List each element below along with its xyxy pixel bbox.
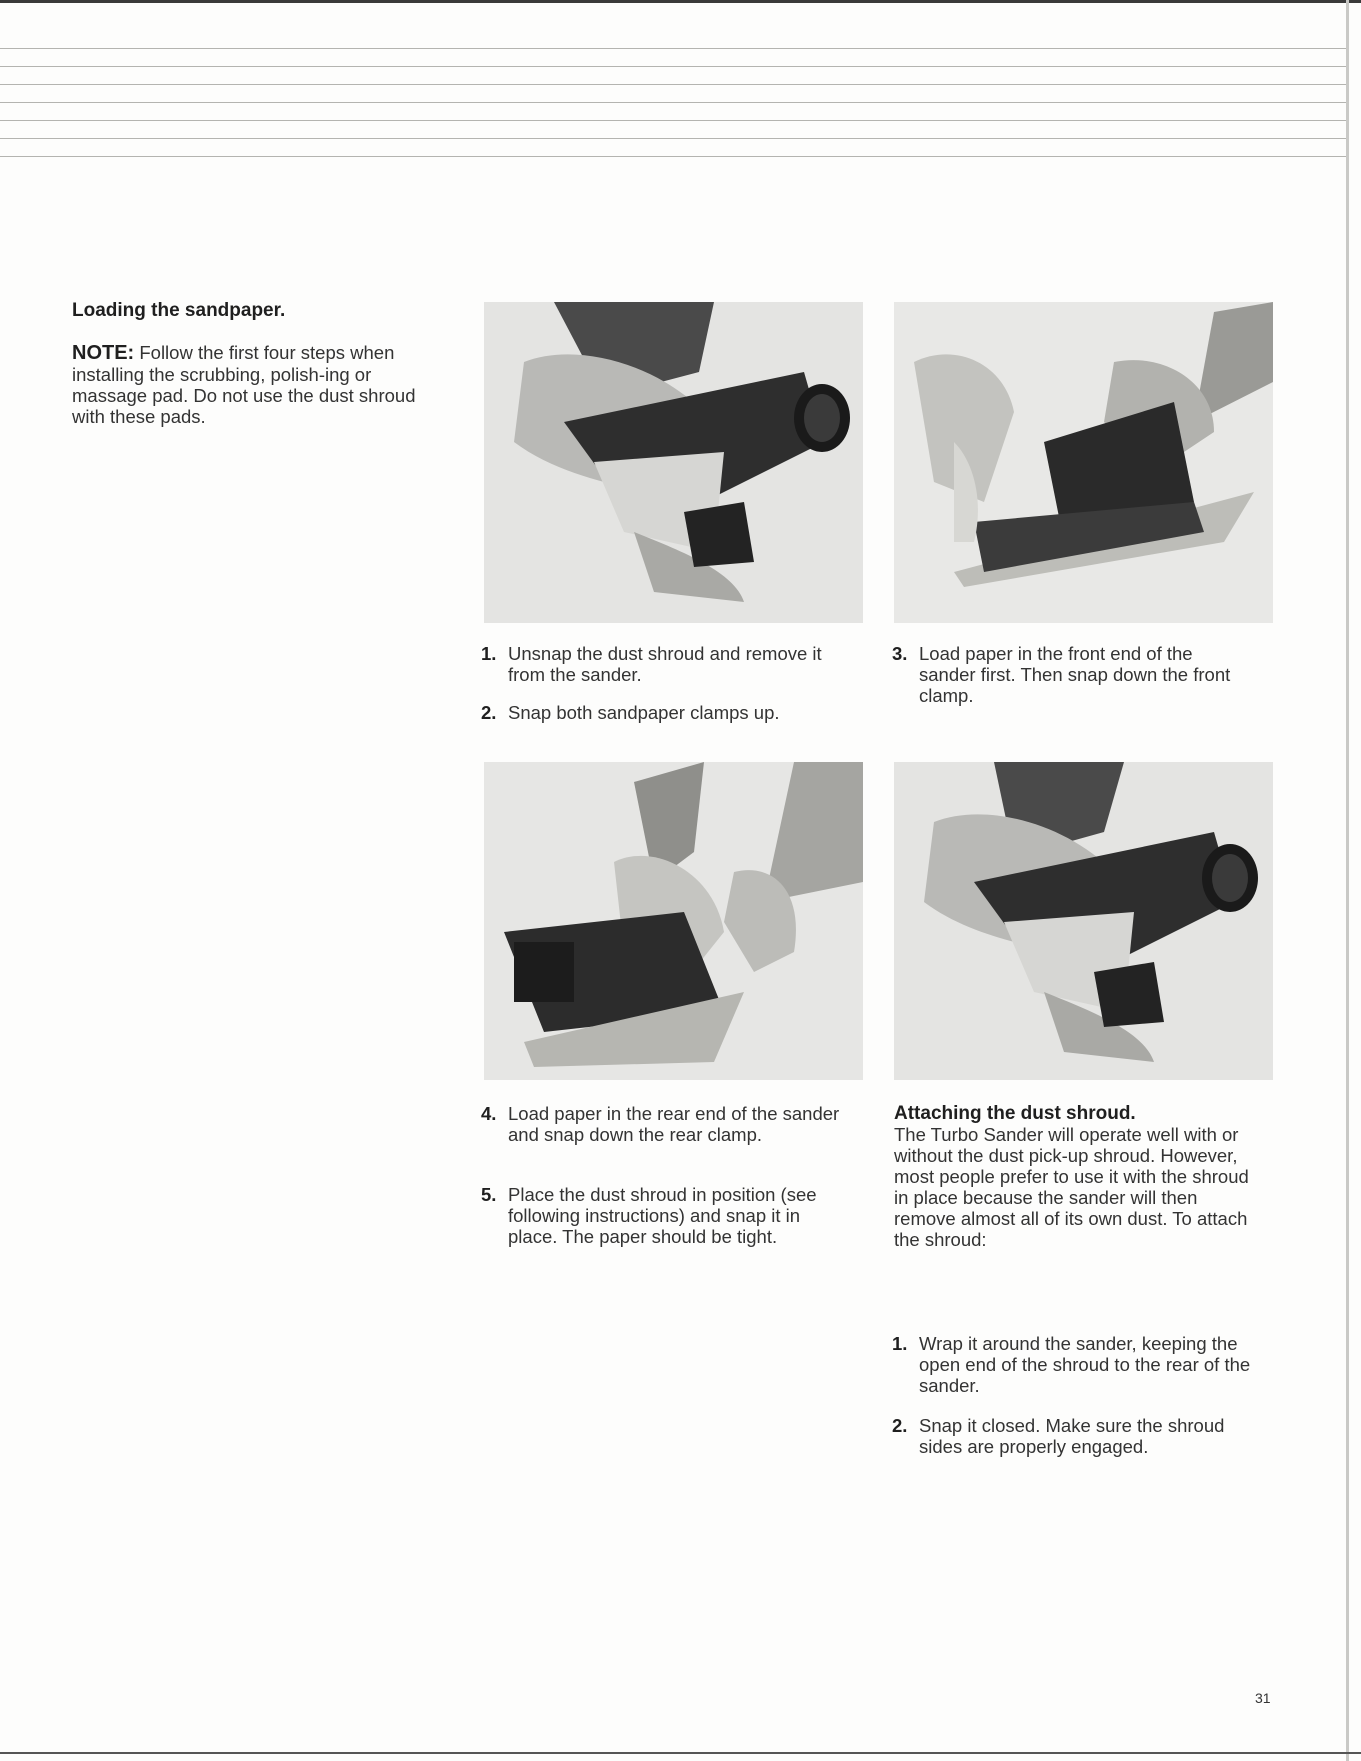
step-item — [481, 643, 841, 685]
note-text: Follow the first four steps when installing the scrubbing, polish-ing or massage pad. Do not use the dust shroud with these pads. — [72, 342, 416, 427]
step-number: 1. — [481, 643, 497, 664]
step-text: Unsnap the dust shroud and remove it from the sander. — [508, 643, 822, 685]
header-rule — [0, 66, 1346, 67]
intro-block — [72, 300, 432, 427]
page-right-edge — [1346, 0, 1349, 1761]
page-bottom-border — [0, 1752, 1361, 1754]
step-text: Load paper in the front end of the sander first. Then snap down the front clamp. — [919, 643, 1231, 706]
step-number: 4. — [481, 1103, 497, 1124]
page-number: 31 — [1255, 1690, 1271, 1706]
section-heading: Loading the sandpaper. — [72, 300, 286, 321]
step-item — [481, 1184, 841, 1247]
page-top-border — [0, 0, 1361, 3]
step-number: 3. — [892, 643, 908, 664]
step-text: Load paper in the rear end of the sander and snap down the rear clamp. — [508, 1103, 840, 1145]
step-number: 2. — [892, 1415, 908, 1436]
step-number: 5. — [481, 1184, 497, 1205]
header-rule — [0, 120, 1346, 121]
step-text: Place the dust shroud in position (see following instructions) and snap it in place. The paper should be tight. — [508, 1184, 817, 1247]
header-rule — [0, 102, 1346, 103]
photo-shroud — [894, 762, 1273, 1080]
header-rule — [0, 48, 1346, 49]
step-item — [892, 1415, 1262, 1457]
shroud-section — [894, 1103, 1256, 1250]
shroud-body: The Turbo Sander will operate well with or without the dust pick-up shroud. However, most people prefer to use it with the shroud in place because the sander will then remove almost all of its own dust. To attach the shroud: — [894, 1124, 1249, 1250]
step-item — [892, 1333, 1262, 1396]
header-rule — [0, 84, 1346, 85]
step-item — [481, 702, 841, 723]
section-heading: Attaching the dust shroud. — [894, 1103, 1136, 1124]
step-text: Snap it closed. Make sure the shroud sides are properly engaged. — [919, 1415, 1225, 1457]
step-item — [481, 1103, 841, 1145]
step-text: Snap both sandpaper clamps up. — [508, 702, 780, 723]
step-number: 1. — [892, 1333, 908, 1354]
photo-step-1-2 — [484, 302, 863, 623]
photo-step-4-5 — [484, 762, 863, 1080]
step-item — [892, 643, 1252, 706]
header-rule — [0, 138, 1346, 139]
step-number: 2. — [481, 702, 497, 723]
photo-step-3 — [894, 302, 1273, 623]
note-label: NOTE: — [72, 342, 135, 364]
step-text: Wrap it around the sander, keeping the open end of the shroud to the rear of the sander. — [919, 1333, 1251, 1396]
note-paragraph — [72, 342, 432, 427]
header-rule — [0, 156, 1346, 157]
